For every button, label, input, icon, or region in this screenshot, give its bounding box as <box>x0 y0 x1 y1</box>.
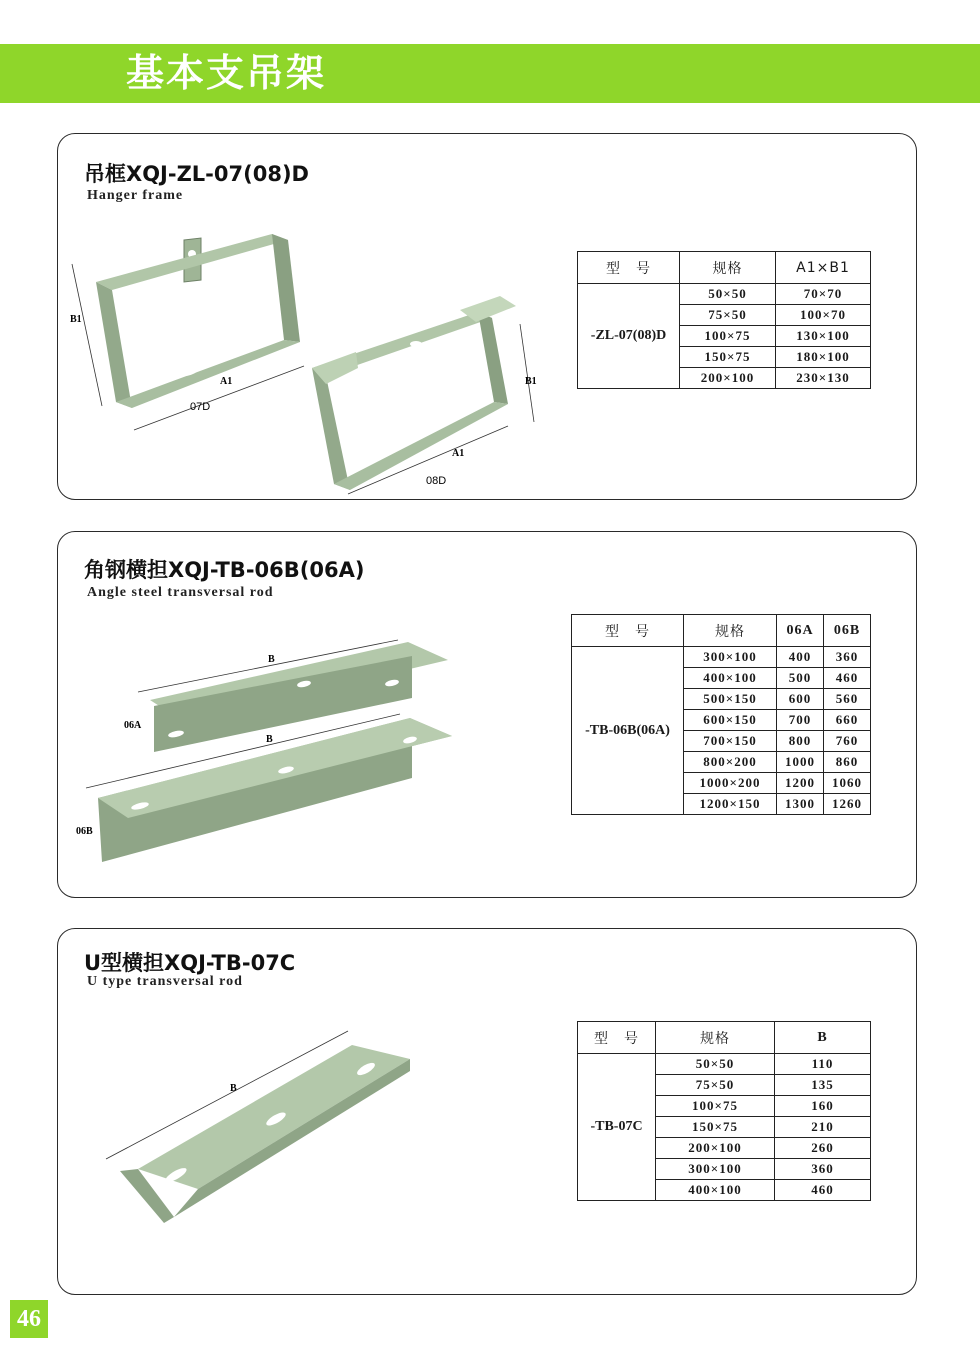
section-hanger-frame <box>57 133 917 500</box>
spec-cell: 75×50 <box>656 1075 775 1096</box>
header-b: B <box>775 1022 871 1054</box>
value-06b-cell: 560 <box>824 689 871 710</box>
frame-07d <box>96 234 300 408</box>
value-cell: 230×130 <box>776 368 871 389</box>
model-cell: -ZL-07(08)D <box>578 284 680 389</box>
section-title: 吊框XQJ-ZL-07(08)D <box>84 162 309 186</box>
spec-cell: 50×50 <box>656 1054 775 1075</box>
spec-cell: 200×100 <box>680 368 776 389</box>
b1-label-right: B1 <box>525 376 537 387</box>
header-spec: 规格 <box>656 1022 775 1054</box>
u-rod <box>120 1045 410 1223</box>
hanger-frame-illustration <box>58 194 558 499</box>
value-06a-cell: 500 <box>777 668 824 689</box>
header-banner <box>0 44 980 103</box>
value-cell: 360 <box>775 1159 871 1180</box>
spec-cell: 1200×150 <box>684 794 777 815</box>
spec-cell: 300×100 <box>656 1159 775 1180</box>
section-subtitle: Hanger frame <box>87 188 184 203</box>
section-u-type-rod <box>57 928 917 1295</box>
angle-steel-illustration <box>58 622 478 862</box>
section-subtitle: U type transversal rod <box>87 974 243 989</box>
spec-table-hanger-frame <box>577 251 871 389</box>
model-cell: -TB-07C <box>578 1054 656 1201</box>
value-cell: 460 <box>775 1180 871 1201</box>
spec-cell: 100×75 <box>680 326 776 347</box>
spec-cell: 100×75 <box>656 1096 775 1117</box>
header-06b: 06B <box>824 615 871 647</box>
value-06b-cell: 660 <box>824 710 871 731</box>
header-model: 型 号 <box>578 252 680 284</box>
spec-cell: 400×100 <box>656 1180 775 1201</box>
spec-cell: 300×100 <box>684 647 777 668</box>
spec-cell: 400×100 <box>684 668 777 689</box>
value-06b-cell: 1060 <box>824 773 871 794</box>
value-cell: 260 <box>775 1138 871 1159</box>
value-cell: 100×70 <box>776 305 871 326</box>
b-label-bottom: B <box>266 734 273 745</box>
value-06a-cell: 400 <box>777 647 824 668</box>
value-cell: 110 <box>775 1054 871 1075</box>
rod-06b <box>98 718 452 862</box>
spec-cell: 150×75 <box>656 1117 775 1138</box>
spec-cell: 150×75 <box>680 347 776 368</box>
spec-cell: 800×200 <box>684 752 777 773</box>
value-06a-cell: 800 <box>777 731 824 752</box>
b-label-top: B <box>268 654 275 665</box>
section-title: U型横担XQJ-TB-07C <box>84 951 296 975</box>
spec-cell: 200×100 <box>656 1138 775 1159</box>
value-cell: 135 <box>775 1075 871 1096</box>
header-model: 型 号 <box>578 1022 656 1054</box>
value-cell: 160 <box>775 1096 871 1117</box>
frame-08d-label: 08D <box>426 475 447 487</box>
header-model: 型 号 <box>572 615 684 647</box>
page-number: 46 <box>10 1300 48 1338</box>
dimension-b1-line-right <box>520 324 534 422</box>
section-angle-steel-rod <box>57 531 917 898</box>
value-06a-cell: 1300 <box>777 794 824 815</box>
value-cell: 180×100 <box>776 347 871 368</box>
spec-cell: 50×50 <box>680 284 776 305</box>
value-06b-cell: 1260 <box>824 794 871 815</box>
value-cell: 210 <box>775 1117 871 1138</box>
value-06a-cell: 600 <box>777 689 824 710</box>
spec-table-angle-steel <box>571 614 871 815</box>
spec-cell: 500×150 <box>684 689 777 710</box>
a1-label-right: A1 <box>452 448 465 459</box>
section-subtitle: Angle steel transversal rod <box>87 585 274 600</box>
u-type-rod-illustration <box>58 1009 438 1239</box>
value-06b-cell: 860 <box>824 752 871 773</box>
page-title: 基本支吊架 <box>126 51 327 95</box>
spec-table-u-type <box>577 1021 871 1201</box>
section-title: 角钢横担XQJ-TB-06B(06A) <box>84 558 365 582</box>
value-06b-cell: 360 <box>824 647 871 668</box>
header-spec: 规格 <box>684 615 777 647</box>
header-06a: 06A <box>777 615 824 647</box>
a1-label: A1 <box>220 376 233 387</box>
spec-cell: 700×150 <box>684 731 777 752</box>
spec-cell: 600×150 <box>684 710 777 731</box>
dimension-a1-line <box>134 366 304 430</box>
b1-label: B1 <box>70 314 82 325</box>
model-cell: -TB-06B(06A) <box>572 647 684 815</box>
b-label: B <box>230 1083 237 1094</box>
tag-06b: 06B <box>76 826 93 837</box>
value-cell: 70×70 <box>776 284 871 305</box>
header-spec: 规格 <box>680 252 776 284</box>
frame-08d <box>312 296 516 490</box>
value-06a-cell: 700 <box>777 710 824 731</box>
value-06b-cell: 760 <box>824 731 871 752</box>
spec-cell: 75×50 <box>680 305 776 326</box>
header-a1b1: A1×B1 <box>776 252 871 284</box>
value-cell: 130×100 <box>776 326 871 347</box>
frame-07d-label: 07D <box>190 401 211 413</box>
value-06b-cell: 460 <box>824 668 871 689</box>
value-06a-cell: 1200 <box>777 773 824 794</box>
spec-cell: 1000×200 <box>684 773 777 794</box>
value-06a-cell: 1000 <box>777 752 824 773</box>
tag-06a: 06A <box>124 720 142 731</box>
